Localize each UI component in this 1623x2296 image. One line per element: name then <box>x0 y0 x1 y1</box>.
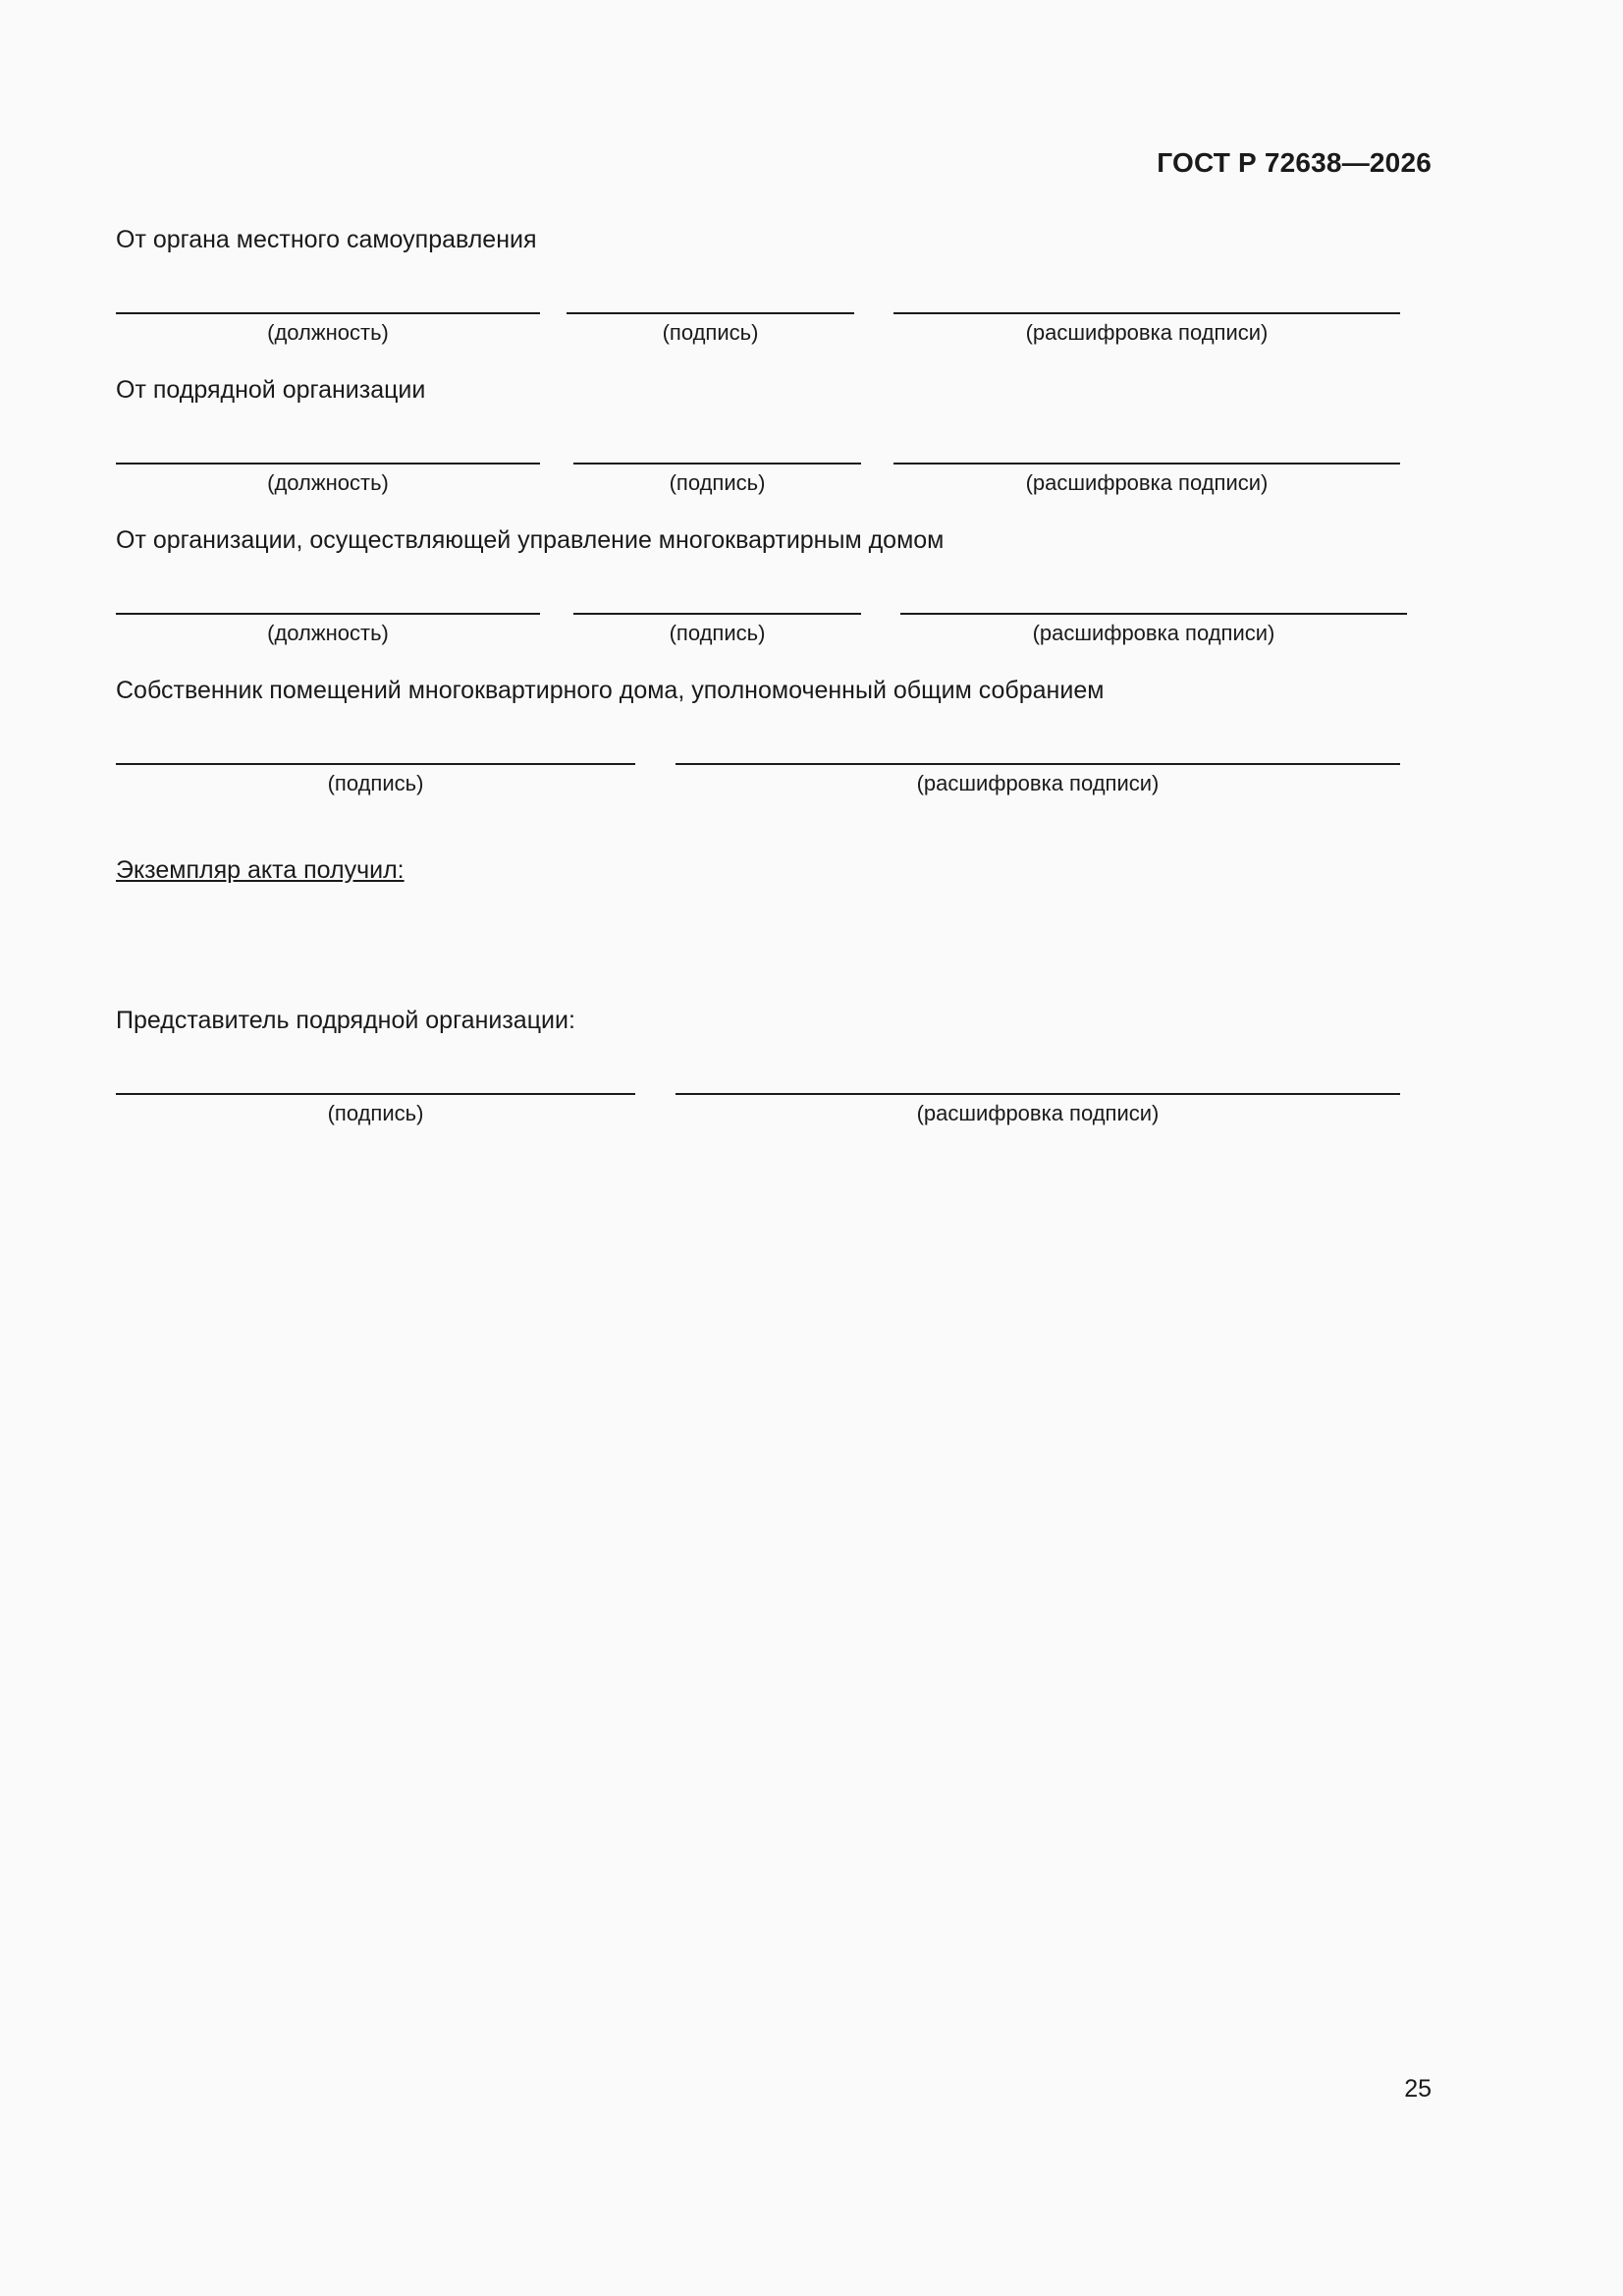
signature-caption: (подпись) <box>669 470 766 495</box>
signature-transcript-caption: (расшифровка подписи) <box>916 1101 1160 1125</box>
signature-transcript-line <box>900 613 1407 615</box>
signature-line <box>573 463 861 465</box>
signature-line <box>116 1093 635 1095</box>
signature-transcript-caption: (расшифровка подписи) <box>1025 320 1269 345</box>
signature-transcript-line <box>893 312 1400 314</box>
signature-caption: (подпись) <box>327 771 424 795</box>
signature-transcript-caption: (расшифровка подписи) <box>1032 621 1275 645</box>
section-title-local-government: От органа местного самоуправления <box>116 226 537 253</box>
signature-caption: (подпись) <box>662 320 759 345</box>
section-title-contractor: От подрядной организации <box>116 376 426 404</box>
copy-received-heading: Экземпляр акта получил: <box>116 856 405 884</box>
signature-transcript-line <box>893 463 1400 465</box>
signature-caption: (подпись) <box>327 1101 424 1125</box>
position-caption: (должность) <box>267 320 389 345</box>
position-signature-line <box>116 613 540 615</box>
position-signature-line <box>116 463 540 465</box>
section-title-owner-representative: Собственник помещений многоквартирного дома, уполномоченный общим собранием <box>116 677 1105 704</box>
position-caption: (должность) <box>267 470 389 495</box>
signature-transcript-line <box>676 1093 1400 1095</box>
signature-transcript-caption: (расшифровка подписи) <box>1025 470 1269 495</box>
position-caption: (должность) <box>267 621 389 645</box>
section-title-management-organization: От организации, осуществляющей управление многоквартирным домом <box>116 526 945 554</box>
signature-transcript-caption: (расшифровка подписи) <box>916 771 1160 795</box>
document-code: ГОСТ Р 72638—2026 <box>1157 147 1432 178</box>
signature-caption: (подпись) <box>669 621 766 645</box>
signature-line <box>573 613 861 615</box>
section-title-contractor-representative: Представитель подрядной организации: <box>116 1007 575 1034</box>
signature-line <box>567 312 854 314</box>
signature-transcript-line <box>676 763 1400 765</box>
page-number: 25 <box>1404 2075 1432 2103</box>
position-signature-line <box>116 312 540 314</box>
signature-line <box>116 763 635 765</box>
